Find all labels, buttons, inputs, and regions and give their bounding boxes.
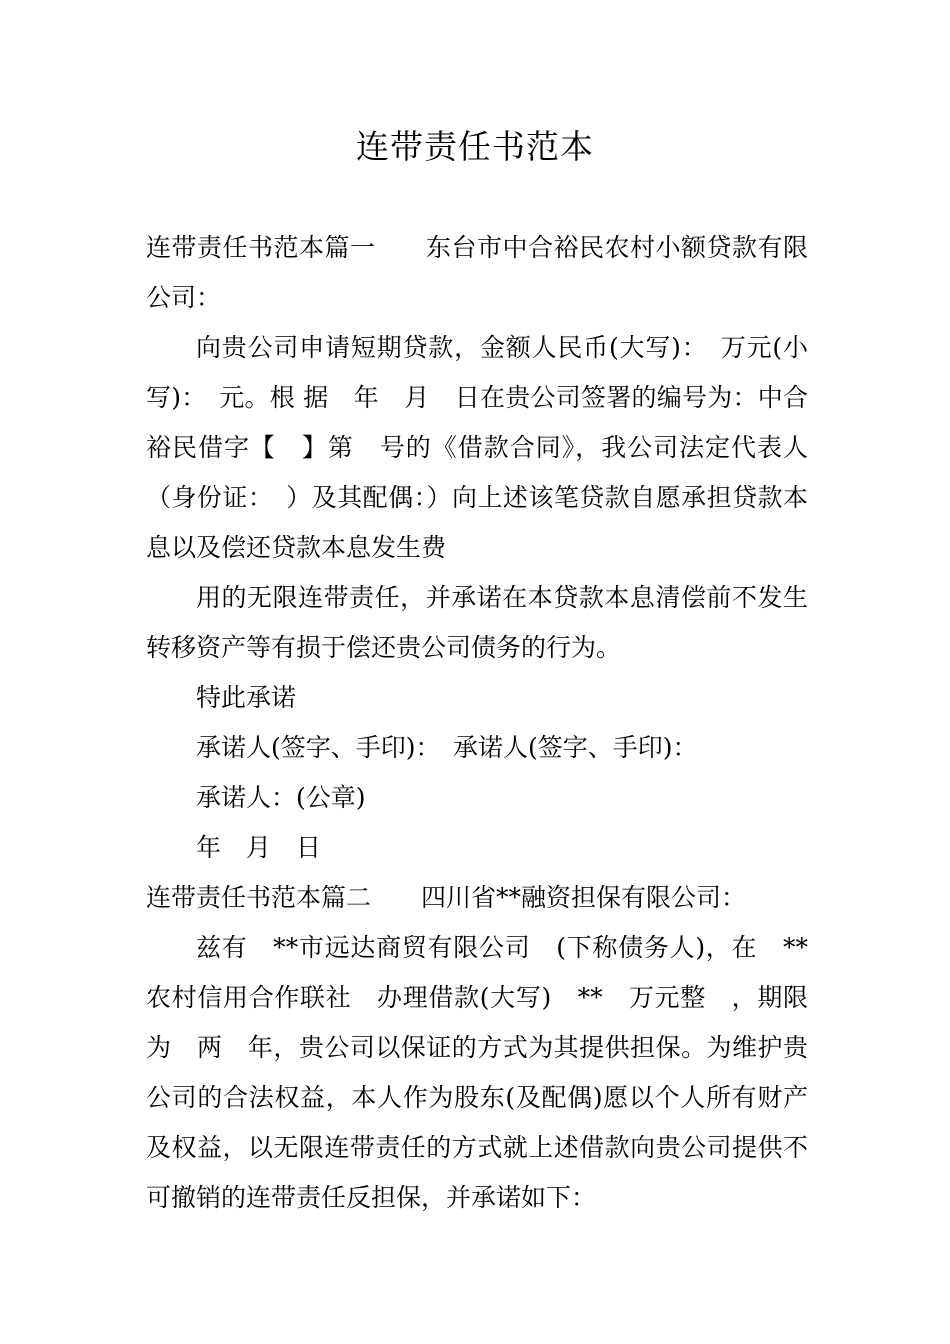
- section2-addressee: 四川省**融资担保有限公司：: [421, 883, 747, 912]
- section2-intro: [146, 873, 808, 923]
- section1-date-line: 年 月 日: [196, 833, 322, 862]
- section1-intro: [146, 223, 808, 323]
- section2-heading: 连带责任书范本篇二: [146, 883, 372, 912]
- section1-paragraph-1: 向贵公司申请短期贷款，金额人民币(大写)： 万元(小写)： 元。根 据 年 月 日在贵公司签署的编号为：中合裕民借字【 】第 号的《借款合同》，我公司法定代表人（身份证： ）及其配偶：）向上述该笔贷款自愿承担贷款本息以及偿还贷款本息发生费: [146, 333, 808, 562]
- section1-heading: 连带责任书范本篇一: [146, 233, 376, 262]
- section1-addressee: 东台市中合裕民农村小额贷款有限公司：: [146, 233, 808, 312]
- document-body: [146, 223, 808, 1223]
- section1-paragraph-2: 用的无限连带责任，并承诺在本贷款本息清偿前不发生转移资产等有损于偿还贵公司债务的行为。: [146, 583, 808, 662]
- section1-signature-line-2: 承诺人：(公章): [196, 783, 366, 812]
- section1-signature-line-1: 承诺人(签字、手印)： 承诺人(签字、手印)：: [196, 733, 698, 762]
- section1-closing: 特此承诺: [196, 683, 297, 712]
- section2-paragraph-1: 兹有 **市远达商贸有限公司 (下称债务人)，在 **农村信用合作联社 办理借款(大写) ** 万元整 ，期限为 两 年，贵公司以保证的方式为其提供担保。为维护贵公司的合法权益，本人作为股东(及配偶)愿以个人所有财产及权益，以无限连带责任的方式就上述借款向贵公司提供不可撤销的连带责任反担保，并承诺如下：: [146, 933, 808, 1212]
- document-title: 连带责任书范本: [356, 127, 594, 166]
